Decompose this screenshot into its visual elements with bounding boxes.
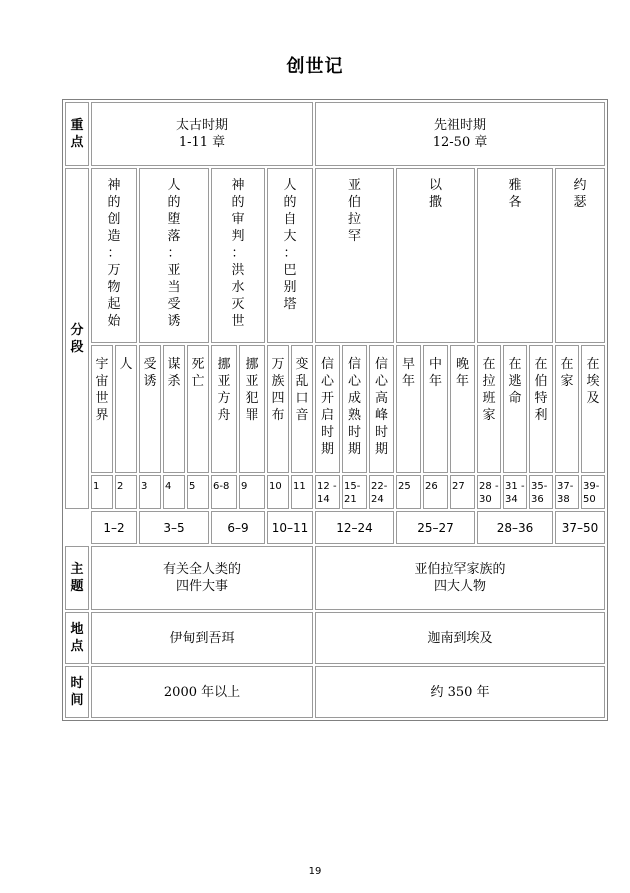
period-primeval: 太古时期 1-11 章	[91, 102, 313, 166]
chapter-ref-row	[65, 475, 605, 509]
chapter-ref-cell: 6-8	[211, 475, 237, 509]
chapter-ref-cell: 11	[291, 475, 313, 509]
subsegment-cell	[369, 345, 394, 473]
subsegment-cell	[581, 345, 605, 473]
subsegment-label: 在 拉 班 家	[482, 357, 496, 423]
segment-label: 人 的 堕 落 ： 亚 当 受 诱	[167, 178, 181, 329]
segment-abraham	[315, 168, 394, 343]
range-cell: 10–11	[267, 511, 313, 544]
subsegment-cell	[315, 345, 340, 473]
subsegment-label: 在 逃 命	[508, 357, 522, 406]
segment-label: 神 的 创 造 ： 万 物 起 始	[107, 178, 121, 329]
subsegment-label: 在 伯 特 利	[534, 357, 548, 423]
chapter-ref-cell: 26	[423, 475, 448, 509]
label-theme: 主题	[65, 546, 89, 610]
subsegment-label: 变 乱 口 音	[295, 357, 309, 423]
period-patriarchal: 先祖时期 12-50 章	[315, 102, 605, 166]
subsegment-cell	[450, 345, 475, 473]
segment-fall	[139, 168, 209, 343]
subsegment-label: 受 诱	[143, 357, 157, 389]
chapter-ref-cell: 22-24	[369, 475, 394, 509]
subsegment-cell	[163, 345, 185, 473]
label-time: 时间	[65, 666, 89, 718]
chapter-ref-cell: 10	[267, 475, 289, 509]
subsegment-label: 死 亡	[191, 357, 205, 389]
genesis-outline-table	[62, 99, 608, 721]
subsegment-label: 人	[119, 357, 133, 372]
segment-isaac	[396, 168, 475, 343]
chapter-ref-cell: 4	[163, 475, 185, 509]
label-sections: 分段	[65, 168, 89, 509]
subsegment-cell	[139, 345, 161, 473]
range-cell: 3–5	[139, 511, 209, 544]
chapter-ref-cell: 27	[450, 475, 475, 509]
subsegment-label: 中 年	[429, 357, 443, 389]
page-title: 创世记	[286, 56, 344, 77]
segment-label: 雅 各	[508, 178, 522, 210]
segment-label: 人 的 自 大 ： 巴 别 塔	[283, 178, 297, 312]
subsegment-cell	[267, 345, 289, 473]
subsegment-label: 信 心 高 峰 时 期	[375, 357, 389, 457]
range-cell: 37–50	[555, 511, 605, 544]
subsegment-label: 宇 宙 世 界	[95, 357, 109, 423]
chapter-ref-cell: 15-21	[342, 475, 367, 509]
subsegment-cell	[91, 345, 113, 473]
subsegment-cell	[291, 345, 313, 473]
subsegment-cell	[503, 345, 527, 473]
segment-jacob	[477, 168, 553, 343]
chapter-ref-cell: 5	[187, 475, 209, 509]
segment-label: 以 撒	[429, 178, 443, 210]
chapter-ref-cell: 28 - 30	[477, 475, 501, 509]
subsegment-cell	[342, 345, 367, 473]
subsegment-label: 挪 亚 方 舟	[217, 357, 231, 423]
chapter-ref-cell: 39-50	[581, 475, 605, 509]
range-cell: 6–9	[211, 511, 265, 544]
range-cell: 25–27	[396, 511, 475, 544]
place-patriarchal: 迦南到埃及	[315, 612, 605, 664]
time-primeval: 2000 年以上	[91, 666, 313, 718]
subsegment-cell	[555, 345, 579, 473]
label-place: 地点	[65, 612, 89, 664]
chapter-ref-cell: 35-36	[529, 475, 553, 509]
page-number: 19	[308, 866, 322, 877]
subsegment-label: 信 心 开 启 时 期	[321, 357, 335, 457]
subsegment-label: 在 埃 及	[586, 357, 600, 406]
subsegment-row	[65, 345, 605, 473]
segment-label: 神 的 审 判 ： 洪 水 灭 世	[231, 178, 245, 329]
subsegment-cell	[187, 345, 209, 473]
subsegment-label: 谋 杀	[167, 357, 181, 389]
subsegment-label: 万 族 四 布	[271, 357, 285, 423]
chapter-ref-cell: 3	[139, 475, 161, 509]
time-patriarchal: 约 350 年	[315, 666, 605, 718]
chapter-ref-cell: 31 - 34	[503, 475, 527, 509]
subsegment-label: 早 年	[402, 357, 416, 389]
subsegment-cell	[211, 345, 237, 473]
chapter-ref-cell: 1	[91, 475, 113, 509]
subsegment-label: 晚 年	[456, 357, 470, 389]
segment-babel	[267, 168, 313, 343]
subsegment-label: 挪 亚 犯 罪	[245, 357, 259, 423]
range-cell: 28–36	[477, 511, 553, 544]
segment-label: 亚 伯 拉 罕	[348, 178, 362, 244]
range-cell: 1–2	[91, 511, 137, 544]
theme-patriarchal: 亚伯拉罕家族的 四大人物	[315, 546, 605, 610]
subsegment-cell	[529, 345, 553, 473]
subsegment-cell	[477, 345, 501, 473]
subsegment-cell	[115, 345, 137, 473]
place-primeval: 伊甸到吾珥	[91, 612, 313, 664]
theme-primeval: 有关全人类的 四件大事	[91, 546, 313, 610]
chapter-ref-cell: 2	[115, 475, 137, 509]
segment-creation	[91, 168, 137, 343]
segment-joseph	[555, 168, 605, 343]
subsegment-label: 信 心 成 熟 时 期	[348, 357, 362, 457]
label-emphasis: 重点	[65, 102, 89, 166]
subsegment-cell	[239, 345, 265, 473]
subsegment-label: 在 家	[560, 357, 574, 389]
segment-label: 约 瑟	[573, 178, 587, 210]
chapter-ref-cell: 12 - 14	[315, 475, 340, 509]
range-cell: 12–24	[315, 511, 394, 544]
subsegment-cell	[423, 345, 448, 473]
chapter-ref-cell: 37-38	[555, 475, 579, 509]
chapter-ref-cell: 9	[239, 475, 265, 509]
subsegment-cell	[396, 345, 421, 473]
segment-judgment	[211, 168, 265, 343]
chapter-ref-cell: 25	[396, 475, 421, 509]
